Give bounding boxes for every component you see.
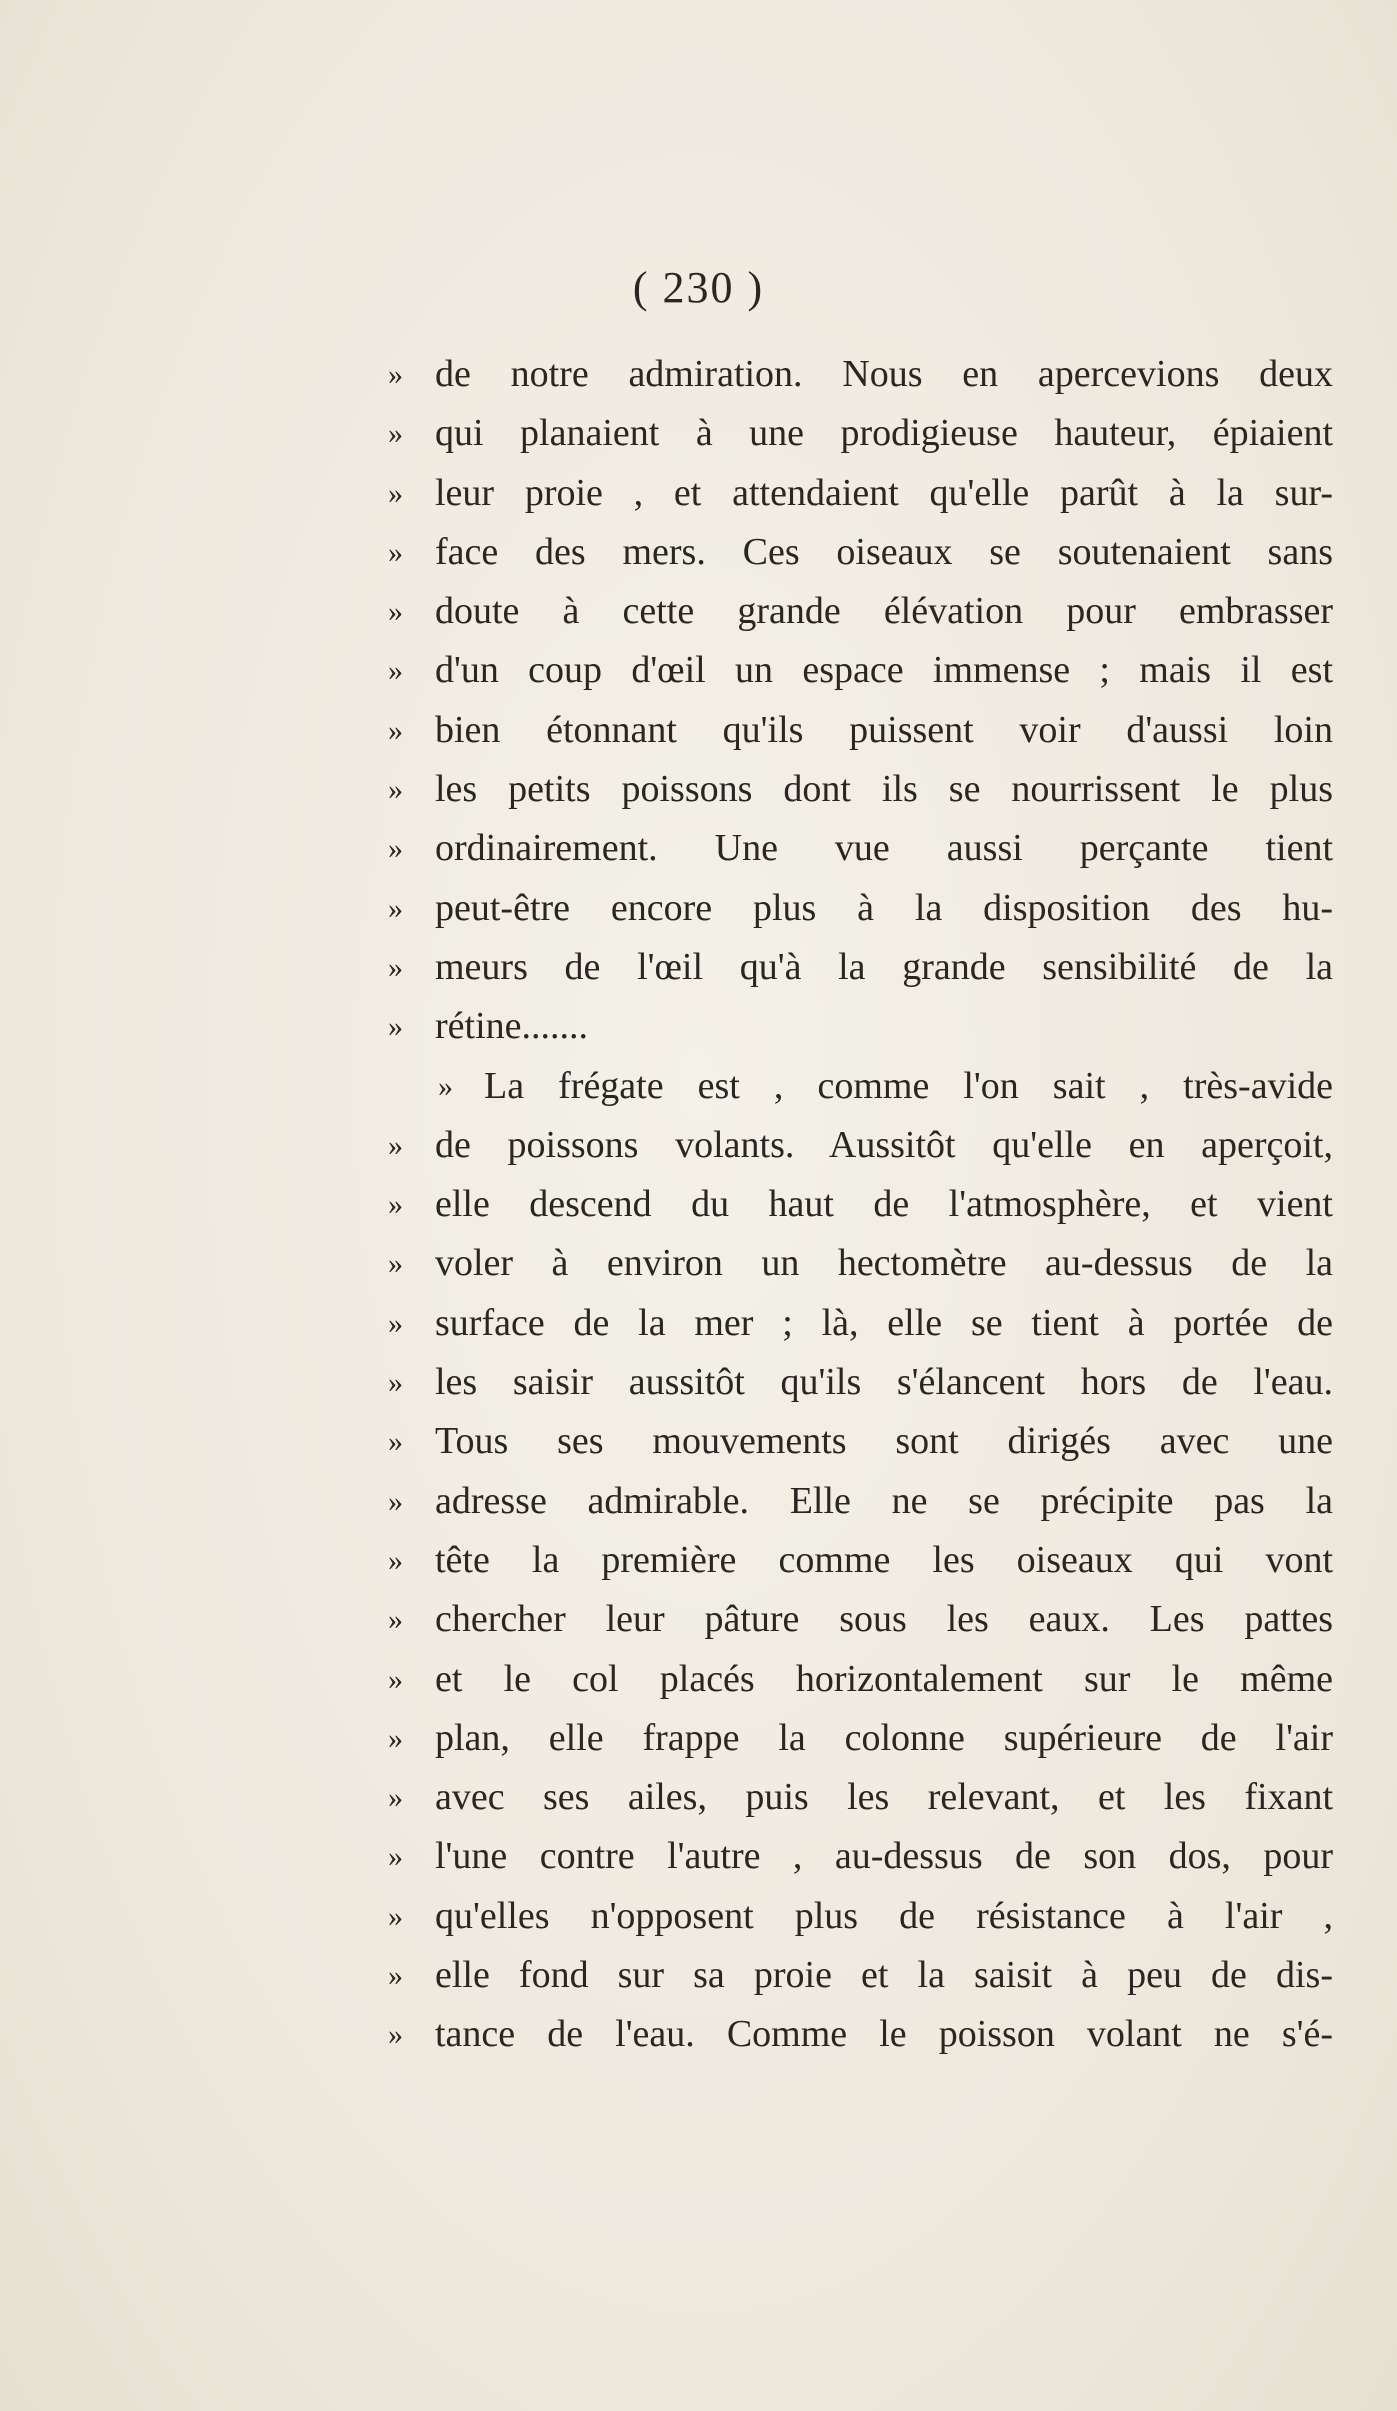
line-text: tête la première comme les oiseaux qui vont (435, 1538, 1333, 1581)
quote-mark: » (388, 1128, 403, 1162)
line-text: peut-être encore plus à la disposition des hu- (435, 886, 1333, 929)
body-text (388, 345, 1333, 2065)
quote-mark: » (388, 595, 403, 629)
line-text: avec ses ailes, puis les relevant, et les fixant (435, 1776, 1333, 1819)
quote-mark: » (388, 713, 403, 747)
text-line-17 (388, 1294, 1333, 1353)
line-text: de notre admiration. Nous en apercevions deux (435, 353, 1333, 395)
line-text: les saisir aussitôt qu'ils s'élancent hors de l'eau. (435, 1361, 1333, 1404)
line-text: leur proie , et attendaient qu'elle parût à la sur- (435, 471, 1333, 514)
quote-mark: » (388, 535, 403, 569)
quote-mark: » (388, 1781, 403, 1815)
quote-mark: » (388, 1899, 403, 1933)
quote-mark: » (388, 773, 403, 807)
line-text: rétine....... (435, 1005, 589, 1048)
quote-mark: » (388, 358, 403, 391)
line-text: de poissons volants. Aussitôt qu'elle en aperçoit, (435, 1123, 1333, 1166)
text-line-18 (388, 1353, 1333, 1412)
line-text: ordinairement. Une vue aussi perçante tient (435, 827, 1333, 870)
text-line-28 (388, 1946, 1333, 2005)
text-line-16 (388, 1234, 1333, 1293)
text-line-9 (388, 819, 1333, 878)
quote-mark: » (388, 654, 403, 688)
line-text: elle descend du haut de l'atmosphère, et vient (435, 1183, 1333, 1226)
line-text: voler à environ un hectomètre au-dessus de la (435, 1242, 1333, 1285)
text-line-24 (388, 1709, 1333, 1768)
text-line-22 (388, 1590, 1333, 1649)
line-text: qui planaient à une prodigieuse hauteur, épiaient (435, 412, 1333, 455)
line-text: Tous ses mouvements sont dirigés avec une (435, 1420, 1333, 1463)
line-text: meurs de l'œil qu'à la grande sensibilité de la (435, 945, 1333, 988)
text-line-7 (388, 701, 1333, 760)
quote-mark: » (388, 1721, 403, 1755)
text-line-2 (388, 404, 1333, 463)
line-text: bien étonnant qu'ils puissent voir d'aussi loin (435, 708, 1333, 751)
line-text: chercher leur pâture sous les eaux. Les pattes (435, 1598, 1333, 1641)
quote-mark: » (388, 1543, 403, 1577)
text-line-10 (388, 879, 1333, 938)
text-line-20 (388, 1472, 1333, 1531)
line-text: La frégate est , comme l'on sait , très-avide (484, 1064, 1333, 1107)
quote-mark: » (388, 1662, 403, 1696)
text-line-11 (388, 938, 1333, 997)
text-line-27 (388, 1887, 1333, 1946)
quote-mark: » (388, 1247, 403, 1281)
text-line-19 (388, 1412, 1333, 1471)
line-text: les petits poissons dont ils se nourrissent le plus (435, 768, 1333, 811)
text-line-14 (388, 1116, 1333, 1175)
text-line-25 (388, 1768, 1333, 1827)
text-line-5 (388, 582, 1333, 641)
quote-mark: » (388, 1425, 403, 1459)
text-line-6 (388, 641, 1333, 700)
line-text: adresse admirable. Elle ne se précipite pas la (435, 1479, 1333, 1522)
text-line-13 (388, 1057, 1333, 1116)
quote-mark: » (388, 1306, 403, 1340)
quote-mark: » (388, 1366, 403, 1400)
line-text: tance de l'eau. Comme le poisson volant ne s'é- (435, 2013, 1333, 2056)
text-line-29 (388, 2005, 1333, 2064)
line-text: d'un coup d'œil un espace immense ; mais il est (435, 649, 1333, 692)
quote-mark: » (388, 2018, 403, 2052)
text-line-23 (388, 1650, 1333, 1709)
quote-mark: » (388, 476, 403, 510)
text-line-15 (388, 1175, 1333, 1234)
quote-mark: » (388, 1959, 403, 1993)
line-text: surface de la mer ; là, elle se tient à portée de (435, 1301, 1333, 1344)
quote-mark: » (388, 417, 403, 451)
quote-mark: » (388, 1603, 403, 1637)
text-line-4 (388, 523, 1333, 582)
line-text: plan, elle frappe la colonne supérieure de l'air (435, 1716, 1333, 1759)
line-text: doute à cette grande élévation pour embrasser (435, 590, 1333, 633)
line-text: qu'elles n'opposent plus de résistance à l'air , (435, 1894, 1333, 1937)
line-text: l'une contre l'autre , au-dessus de son dos, pour (435, 1835, 1333, 1878)
text-line-26 (388, 1827, 1333, 1886)
line-text: elle fond sur sa proie et la saisit à peu de dis- (435, 1954, 1333, 1997)
line-text: face des mers. Ces oiseaux se soutenaient sans (435, 530, 1333, 573)
text-line-12 (388, 997, 1333, 1056)
quote-mark: » (388, 1484, 403, 1518)
quote-mark: » (388, 1010, 403, 1044)
text-line-21 (388, 1531, 1333, 1590)
quote-mark: » (438, 1069, 453, 1103)
quote-mark: » (388, 1840, 403, 1874)
quote-mark: » (388, 891, 403, 925)
page-number: ( 230 ) (632, 263, 765, 312)
line-text: et le col placés horizontalement sur le même (435, 1657, 1333, 1700)
quote-mark: » (388, 950, 403, 984)
quote-mark: » (388, 832, 403, 866)
text-line-1 (388, 345, 1333, 404)
text-line-3 (388, 464, 1333, 523)
quote-mark: » (388, 1188, 403, 1222)
text-line-8 (388, 760, 1333, 819)
